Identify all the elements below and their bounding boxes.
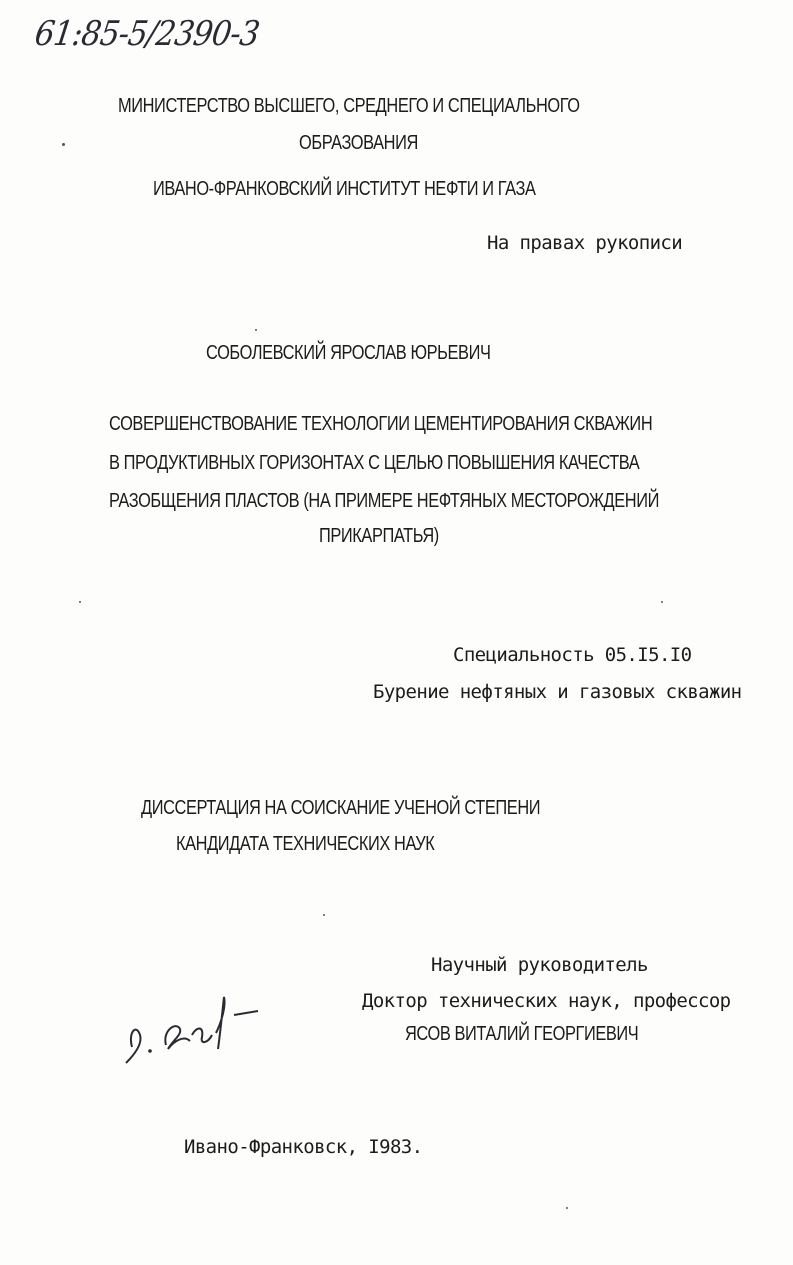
paper-speck: [79, 601, 81, 603]
handwritten-archive-code: 61:85-5/2390-3: [32, 14, 262, 54]
title-line-2: В ПРОДУКТИВНЫХ ГОРИЗОНТАХ С ЦЕЛЬЮ ПОВЫШЕНИЯ КАЧЕСТВА: [109, 452, 640, 474]
paper-speck: [62, 143, 65, 146]
specialty-code: Специальность 05.I5.I0: [453, 644, 692, 666]
rights-note: На правах рукописи: [487, 232, 683, 254]
supervisor-credentials: Доктор технических наук, профессор: [362, 990, 731, 1012]
degree-line-1: ДИССЕРТАЦИЯ НА СОИСКАНИЕ УЧЕНОЙ СТЕПЕНИ: [141, 797, 541, 819]
specialty-name: Бурение нефтяных и газовых скважин: [373, 681, 742, 703]
paper-speck: [323, 914, 325, 916]
ministry-line-1: МИНИСТЕРСТВО ВЫСШЕГО, СРЕДНЕГО И СПЕЦИАЛЬНОГО: [118, 95, 580, 117]
paper-speck: [255, 329, 257, 331]
ministry-line-2: ОБРАЗОВАНИЯ: [299, 132, 418, 154]
institute-name: ИВАНО-ФРАНКОВСКИЙ ИНСТИТУТ НЕФТИ И ГАЗА: [153, 178, 536, 200]
author-name: СОБОЛЕВСКИЙ ЯРОСЛАВ ЮРЬЕВИЧ: [206, 342, 491, 364]
handwritten-signature: [118, 985, 278, 1070]
place-year: Ивано-Франковск, I983.: [184, 1136, 423, 1158]
title-line-3: РАЗОБЩЕНИЯ ПЛАСТОВ (НА ПРИМЕРЕ НЕФТЯНЫХ МЕСТОРОЖДЕНИЙ: [109, 490, 659, 512]
title-line-1: СОВЕРШЕНСТВОВАНИЕ ТЕХНОЛОГИИ ЦЕМЕНТИРОВАНИЯ СКВАЖИН: [109, 413, 653, 435]
supervisor-role: Научный руководитель: [431, 954, 648, 976]
paper-speck: [566, 1207, 568, 1209]
supervisor-name: ЯСОВ ВИТАЛИЙ ГЕОРГИЕВИЧ: [405, 1023, 639, 1045]
title-line-4: ПРИКАРПАТЬЯ): [319, 525, 439, 547]
degree-line-2: КАНДИДАТА ТЕХНИЧЕСКИХ НАУК: [176, 833, 435, 855]
paper-speck: [661, 601, 663, 603]
